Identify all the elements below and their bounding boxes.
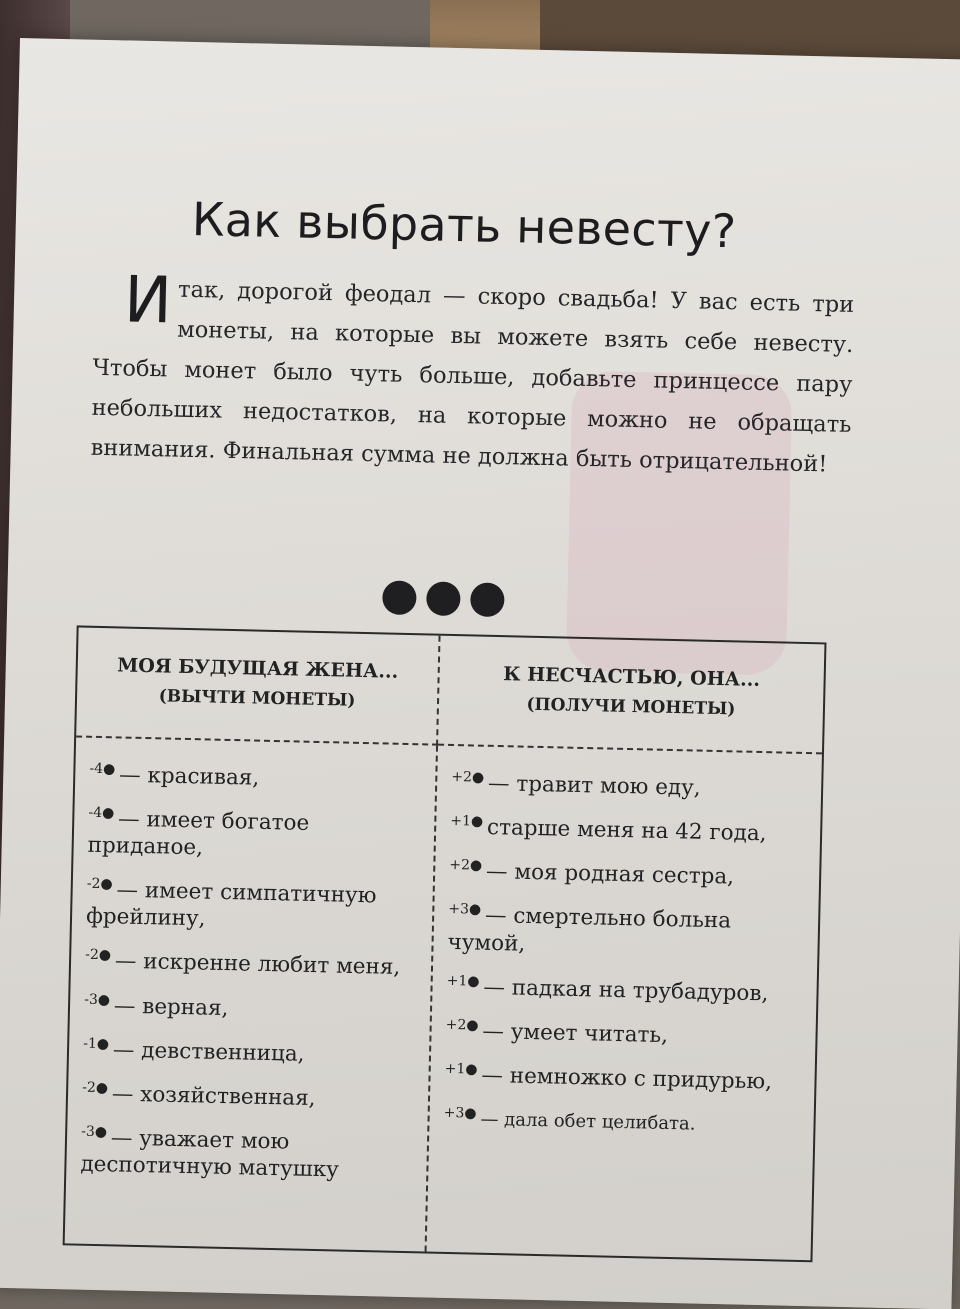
item-text: — моя родная сестра, — [485, 859, 735, 890]
item-text: — красивая, — [118, 762, 260, 791]
page-title: Как выбрать невесту? — [191, 191, 737, 259]
coin-cost: -2● — [85, 947, 112, 964]
list-item — [84, 986, 423, 1026]
coin-cost: +1● — [450, 813, 484, 830]
divider-dot — [426, 581, 461, 616]
left-column-header — [76, 627, 440, 745]
item-text: старше меня на 42 года, — [486, 815, 767, 847]
intro-paragraph — [90, 263, 855, 485]
drop-cap: И — [123, 263, 173, 339]
right-column — [427, 746, 822, 1261]
left-column — [65, 737, 438, 1251]
item-text: — хозяйственная, — [111, 1081, 316, 1112]
list-item — [450, 808, 813, 848]
list-item — [443, 1100, 806, 1140]
list-item — [89, 756, 428, 796]
coin-cost: -4● — [88, 804, 115, 822]
item-text: — уважает мою деспотичную матушку — [80, 1125, 340, 1183]
item-text: — девственница, — [112, 1037, 305, 1067]
list-item — [445, 1012, 808, 1052]
list-item — [85, 942, 424, 982]
right-header-title: К НЕСЧАСТЬЮ, ОНА... — [503, 663, 761, 691]
left-header-subtitle: (ВЫЧТИ МОНЕТЫ) — [158, 686, 356, 711]
item-text: — смертельно больна чумой, — [447, 903, 732, 957]
coin-cost: +1● — [446, 972, 480, 990]
coin-cost: -4● — [89, 760, 116, 778]
item-text: — искренне любит меня, — [114, 949, 401, 981]
coin-cost: -3● — [84, 991, 111, 1008]
item-text: — дала обет целибата. — [480, 1108, 696, 1135]
right-header-subtitle: (ПОЛУЧИ МОНЕТЫ) — [526, 694, 736, 720]
list-item — [86, 871, 425, 938]
list-item — [451, 764, 814, 804]
left-header-title: МОЯ БУДУЩАЯ ЖЕНА... — [117, 654, 399, 683]
paper-card — [0, 38, 960, 1309]
list-item — [444, 1056, 807, 1096]
divider-dot — [470, 582, 505, 617]
coin-cost: +1● — [444, 1060, 478, 1078]
item-text: — умеет читать, — [482, 1018, 669, 1048]
coin-cost: -2● — [86, 876, 113, 893]
item-text: — падкая на трубадуров, — [483, 974, 769, 1007]
list-item — [80, 1119, 419, 1186]
coin-table — [63, 625, 827, 1262]
divider-dot — [382, 580, 417, 615]
coin-cost: -1● — [83, 1035, 110, 1053]
list-item — [447, 896, 810, 963]
item-text: — травит мою еду, — [487, 770, 701, 801]
list-item — [87, 800, 426, 867]
list-item — [449, 852, 812, 892]
coin-cost: +2● — [445, 1016, 479, 1034]
coin-cost: +3● — [443, 1104, 477, 1122]
item-text: — имеет богатое приданое, — [87, 806, 310, 861]
item-text: — имеет симпатичную фрейлину, — [85, 877, 377, 932]
coin-cost: -2● — [82, 1079, 109, 1097]
item-text: — верная, — [113, 993, 229, 1021]
coin-cost: +2● — [451, 768, 485, 786]
list-item — [446, 968, 809, 1008]
list-item — [83, 1030, 422, 1070]
intro-text: так, дорогой феодал — скоро свадьба! У вас есть три монеты, на которые вы можете взять себе невесту. Чтобы монет было чуть больше, добавьте принцессе пару небольших недостатков, на которые можно не обращать внимания. Финальная сумма не должна быть отрицательной! — [90, 276, 855, 478]
item-text: — немножко с придурью, — [481, 1062, 773, 1095]
list-item — [82, 1075, 421, 1115]
right-column-header — [438, 636, 824, 755]
coin-cost: +2● — [449, 857, 483, 875]
coin-cost: -3● — [81, 1123, 108, 1141]
divider-dots — [382, 580, 543, 624]
coin-cost: +3● — [448, 901, 482, 919]
